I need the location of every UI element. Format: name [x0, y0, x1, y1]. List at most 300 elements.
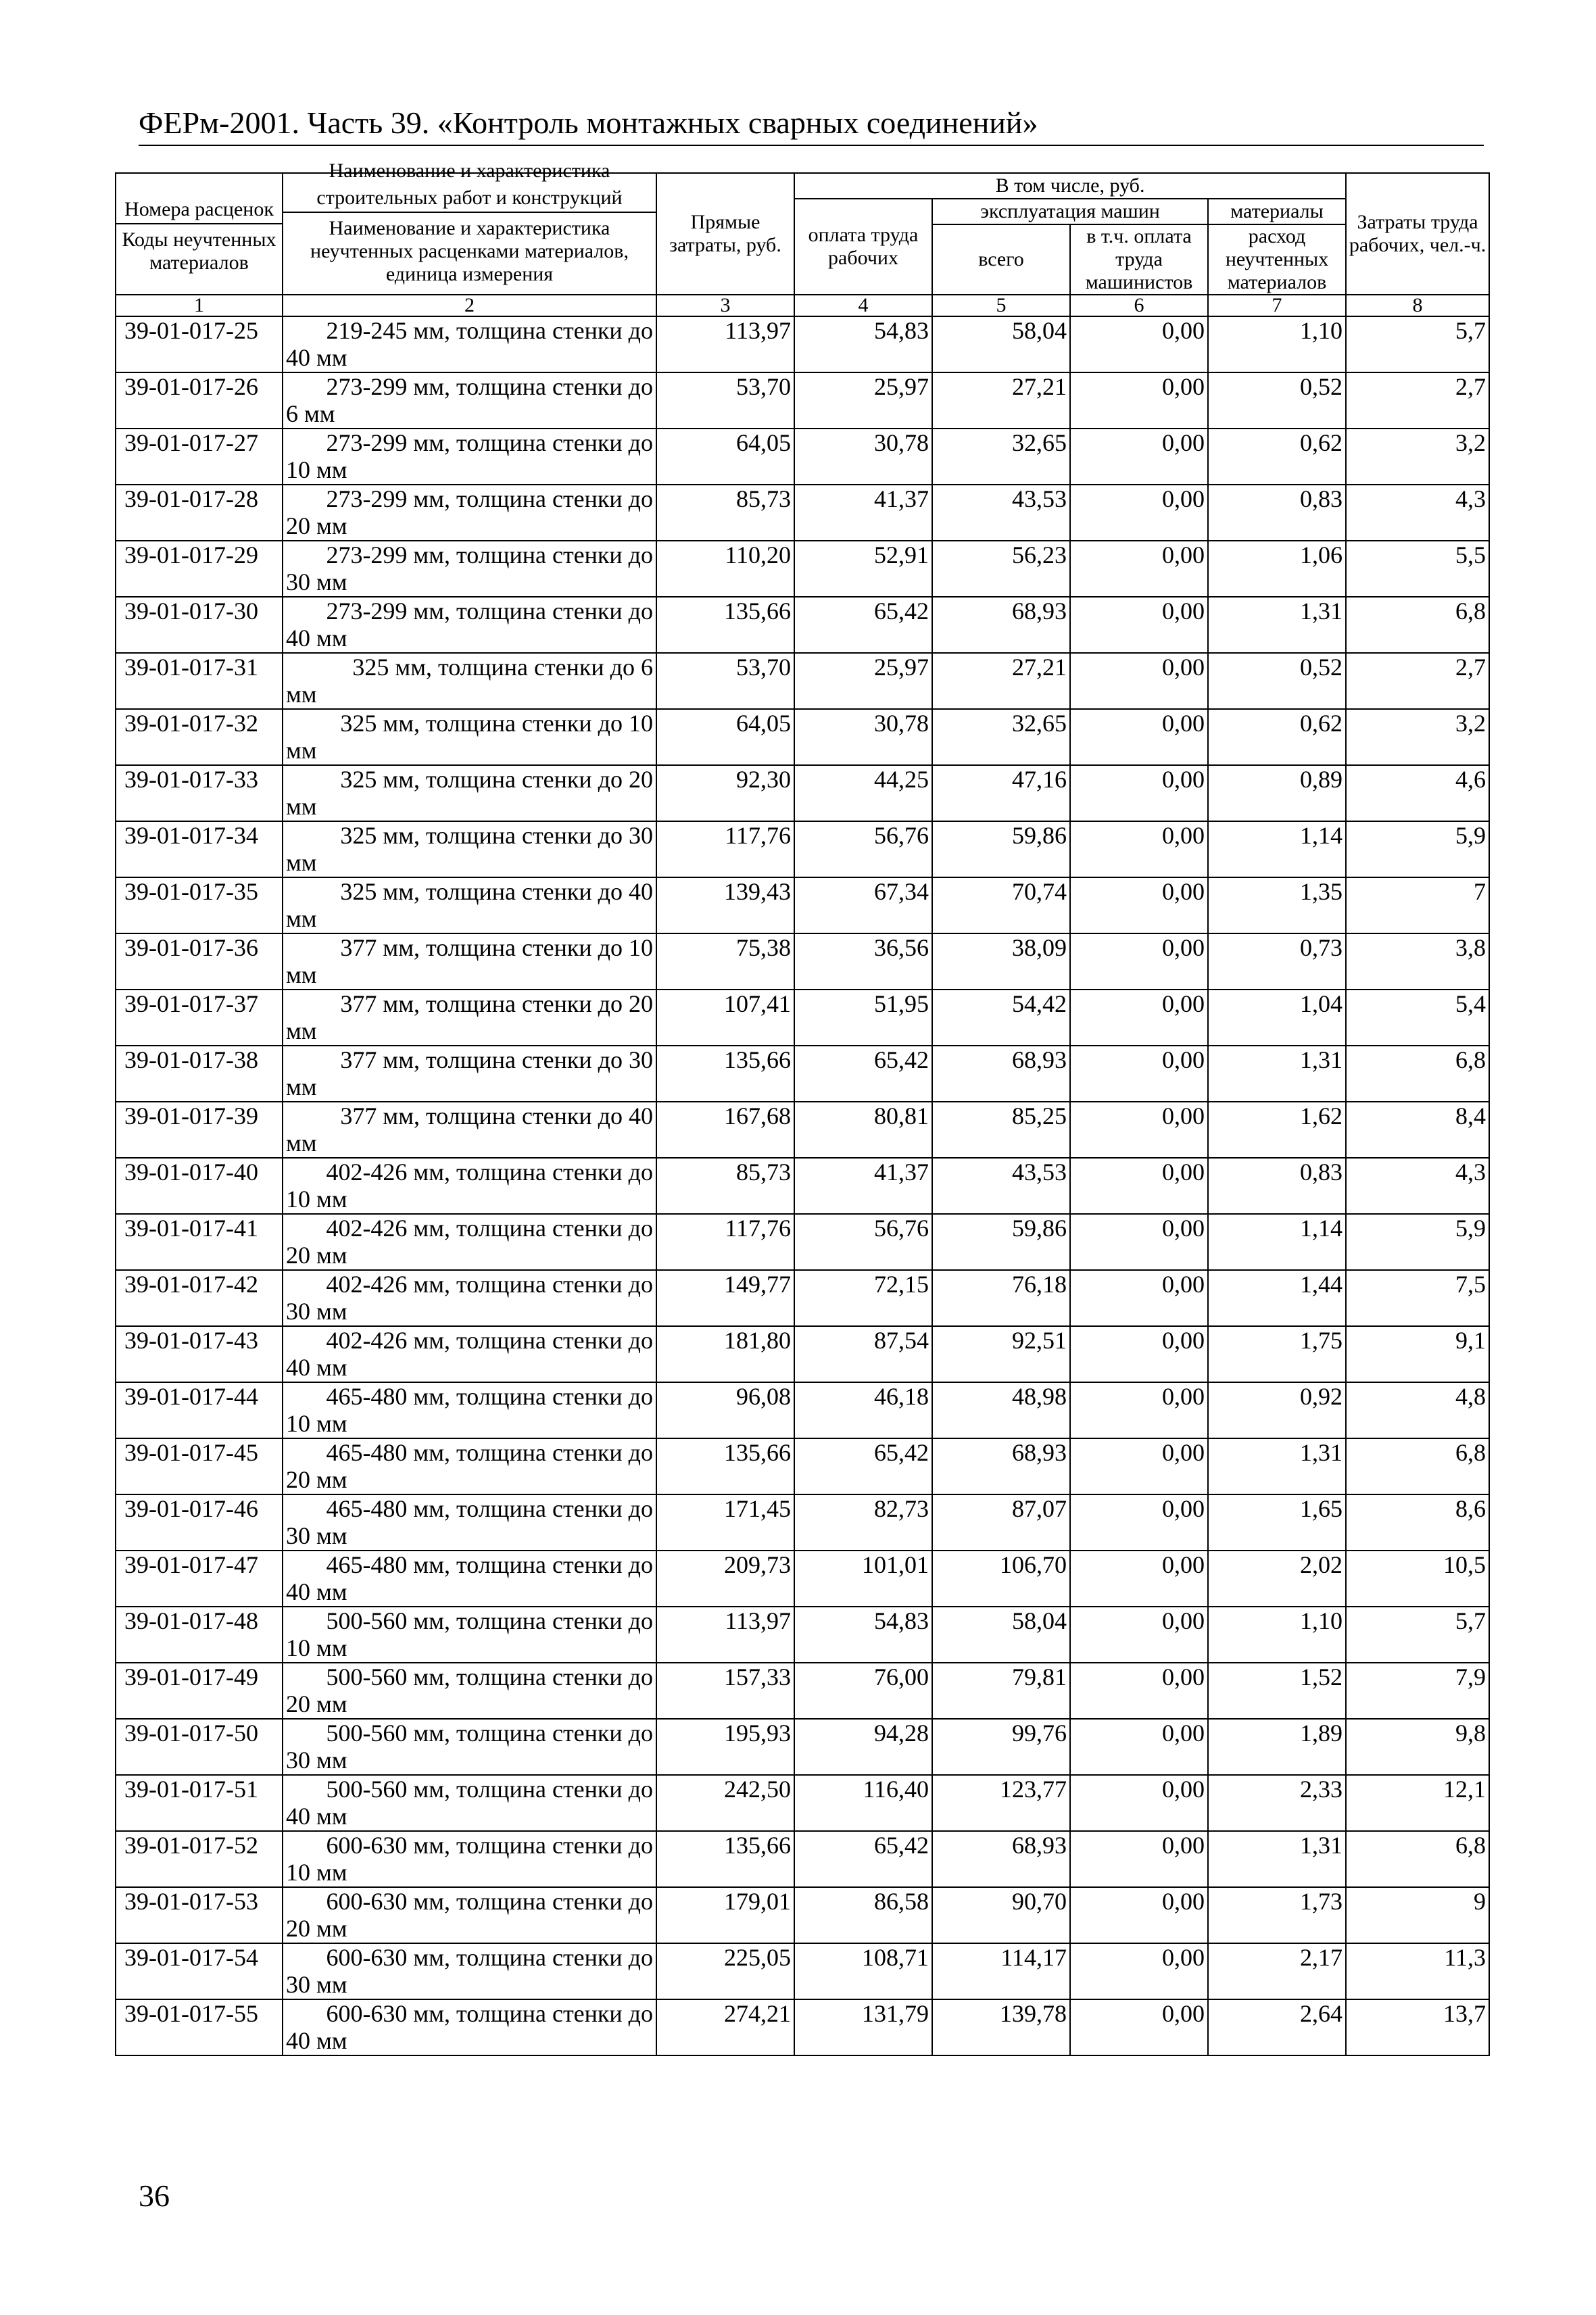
labor-hours-cell: 3,2	[1346, 429, 1489, 485]
work-name-line: 6 мм	[286, 400, 335, 427]
machine-costs-cell: 48,98	[932, 1382, 1070, 1438]
table-row	[116, 990, 1489, 1046]
rate-code-cell: 39-01-017-40	[116, 1158, 283, 1214]
labor-hours-cell: 4,8	[1346, 1382, 1489, 1438]
machinist-wages-cell: 0,00	[1070, 1719, 1208, 1775]
title-underline	[139, 145, 1484, 146]
work-name-cell	[283, 709, 656, 765]
labor-hours-cell: 7,5	[1346, 1270, 1489, 1326]
direct-costs-cell: 117,76	[656, 821, 794, 877]
work-name-line: 10 мм	[286, 456, 347, 483]
table-row	[116, 1999, 1489, 2055]
direct-costs-cell: 53,70	[656, 372, 794, 429]
materials-consumption-cell: 1,14	[1208, 821, 1346, 877]
work-name-line: 10 мм	[286, 1186, 347, 1213]
work-name-cell	[283, 1214, 656, 1270]
table-row	[116, 1887, 1489, 1943]
machine-costs-cell: 58,04	[932, 316, 1070, 372]
labor-hours-cell: 5,9	[1346, 1214, 1489, 1270]
column-number: 7	[1208, 295, 1346, 316]
worker-wages-cell: 131,79	[794, 1999, 932, 2055]
work-name-line: 273-299 мм, толщина стенки до	[326, 598, 653, 625]
machine-costs-cell: 59,86	[932, 1214, 1070, 1270]
work-name-line: 600-630 мм, толщина стенки до	[326, 1888, 653, 1915]
work-name-line: 273-299 мм, толщина стенки до	[326, 541, 653, 568]
table-row	[116, 821, 1489, 877]
work-name-line: 20 мм	[286, 1690, 347, 1717]
machine-costs-cell: 90,70	[932, 1887, 1070, 1943]
materials-consumption-cell: 1,06	[1208, 541, 1346, 597]
machinist-wages-cell: 0,00	[1070, 1943, 1208, 1999]
work-name-line: 219-245 мм, толщина стенки до	[326, 317, 653, 344]
labor-hours-cell: 5,7	[1346, 1607, 1489, 1663]
work-name-line: 600-630 мм, толщина стенки до	[326, 1944, 653, 1971]
worker-wages-cell: 87,54	[794, 1326, 932, 1382]
materials-consumption-cell: 1,62	[1208, 1102, 1346, 1158]
materials-consumption-cell: 0,89	[1208, 765, 1346, 821]
work-name-cell	[283, 1663, 656, 1719]
header-materials: материалы	[1208, 199, 1346, 224]
machinist-wages-cell: 0,00	[1070, 429, 1208, 485]
work-name-line: 402-426 мм, толщина стенки до	[326, 1327, 653, 1354]
rate-code-cell: 39-01-017-35	[116, 877, 283, 933]
header-name-materials: Наименование и характеристика неучтенных расценками материалов, единица измерения	[310, 217, 629, 285]
direct-costs-cell: 167,68	[656, 1102, 794, 1158]
work-name-line: 402-426 мм, толщина стенки до	[326, 1271, 653, 1298]
column-number: 8	[1346, 295, 1489, 316]
machinist-wages-cell: 0,00	[1070, 1158, 1208, 1214]
machine-costs-cell: 76,18	[932, 1270, 1070, 1326]
worker-wages-cell: 80,81	[794, 1102, 932, 1158]
materials-consumption-cell: 1,31	[1208, 1046, 1346, 1102]
worker-wages-cell: 56,76	[794, 821, 932, 877]
work-name-cell	[283, 877, 656, 933]
work-name-cell	[283, 1494, 656, 1551]
labor-hours-cell: 7,9	[1346, 1663, 1489, 1719]
worker-wages-cell: 46,18	[794, 1382, 932, 1438]
table-row	[116, 1158, 1489, 1214]
labor-hours-cell: 5,7	[1346, 316, 1489, 372]
machine-costs-cell: 59,86	[932, 821, 1070, 877]
direct-costs-cell: 117,76	[656, 1214, 794, 1270]
labor-hours-cell: 8,6	[1346, 1494, 1489, 1551]
work-name-line: 20 мм	[286, 512, 347, 539]
materials-consumption-cell: 0,62	[1208, 709, 1346, 765]
work-name-line: 273-299 мм, толщина стенки до	[326, 373, 653, 400]
worker-wages-cell: 82,73	[794, 1494, 932, 1551]
work-name-line: 325 мм, толщина стенки до 30	[340, 822, 653, 849]
work-name-line: 325 мм, толщина стенки до 6	[352, 654, 653, 681]
worker-wages-cell: 44,25	[794, 765, 932, 821]
labor-hours-cell: 7	[1346, 877, 1489, 933]
direct-costs-cell: 179,01	[656, 1887, 794, 1943]
rate-code-cell: 39-01-017-41	[116, 1214, 283, 1270]
labor-hours-cell: 3,8	[1346, 933, 1489, 990]
direct-costs-cell: 113,97	[656, 316, 794, 372]
table-row	[116, 1046, 1489, 1102]
work-name-line: 377 мм, толщина стенки до 30	[340, 1046, 653, 1073]
work-name-line: 30 мм	[286, 1298, 347, 1325]
rate-code-cell: 39-01-017-31	[116, 653, 283, 709]
work-name-line: 40 мм	[286, 1354, 347, 1381]
materials-consumption-cell: 0,83	[1208, 485, 1346, 541]
machinist-wages-cell: 0,00	[1070, 1551, 1208, 1607]
work-name-cell	[283, 597, 656, 653]
work-name-cell	[283, 485, 656, 541]
header-rate-number: Номера расценок	[116, 193, 282, 224]
table-row	[116, 1270, 1489, 1326]
header-machinist-wages: в т.ч. оплата труда машинистов	[1070, 224, 1208, 295]
work-name-line: 500-560 мм, толщина стенки до	[326, 1776, 653, 1803]
worker-wages-cell: 51,95	[794, 990, 932, 1046]
machinist-wages-cell: 0,00	[1070, 1775, 1208, 1831]
worker-wages-cell: 30,78	[794, 429, 932, 485]
worker-wages-cell: 56,76	[794, 1214, 932, 1270]
materials-consumption-cell: 1,75	[1208, 1326, 1346, 1382]
work-name-cell	[283, 1438, 656, 1494]
table-row	[116, 1719, 1489, 1775]
materials-consumption-cell: 1,10	[1208, 316, 1346, 372]
work-name-line: 465-480 мм, толщина стенки до	[326, 1495, 653, 1522]
machinist-wages-cell: 0,00	[1070, 1382, 1208, 1438]
worker-wages-cell: 72,15	[794, 1270, 932, 1326]
work-name-line: 402-426 мм, толщина стенки до	[326, 1215, 653, 1242]
column-number-row	[116, 295, 1489, 316]
materials-consumption-cell: 1,14	[1208, 1214, 1346, 1270]
work-name-line: 40 мм	[286, 1578, 347, 1605]
worker-wages-cell: 65,42	[794, 1831, 932, 1887]
materials-consumption-cell: 1,31	[1208, 1438, 1346, 1494]
direct-costs-cell: 171,45	[656, 1494, 794, 1551]
work-name-line: 273-299 мм, толщина стенки до	[326, 485, 653, 512]
machine-costs-cell: 58,04	[932, 1607, 1070, 1663]
machinist-wages-cell: 0,00	[1070, 316, 1208, 372]
rate-code-cell: 39-01-017-48	[116, 1607, 283, 1663]
worker-wages-cell: 94,28	[794, 1719, 932, 1775]
direct-costs-cell: 225,05	[656, 1943, 794, 1999]
machine-costs-cell: 32,65	[932, 429, 1070, 485]
worker-wages-cell: 54,83	[794, 1607, 932, 1663]
machinist-wages-cell: 0,00	[1070, 1494, 1208, 1551]
column-number: 1	[116, 295, 283, 316]
column-number: 3	[656, 295, 794, 316]
direct-costs-cell: 242,50	[656, 1775, 794, 1831]
worker-wages-cell: 25,97	[794, 653, 932, 709]
rate-code-cell: 39-01-017-26	[116, 372, 283, 429]
machinist-wages-cell: 0,00	[1070, 1046, 1208, 1102]
materials-consumption-cell: 0,62	[1208, 429, 1346, 485]
work-name-cell	[283, 1831, 656, 1887]
materials-consumption-cell: 0,73	[1208, 933, 1346, 990]
rate-code-cell: 39-01-017-46	[116, 1494, 283, 1551]
worker-wages-cell: 108,71	[794, 1943, 932, 1999]
work-name-line: 377 мм, толщина стенки до 40	[340, 1102, 653, 1129]
machine-costs-cell: 70,74	[932, 877, 1070, 933]
direct-costs-cell: 110,20	[656, 541, 794, 597]
machinist-wages-cell: 0,00	[1070, 597, 1208, 653]
rate-code-cell: 39-01-017-34	[116, 821, 283, 877]
header-name-works: Наименование и характеристика строительных работ и конструкций	[283, 182, 656, 213]
labor-hours-cell: 2,7	[1346, 653, 1489, 709]
work-name-line: мм	[286, 1129, 317, 1156]
work-name-line: 10 мм	[286, 1410, 347, 1437]
machinist-wages-cell: 0,00	[1070, 1214, 1208, 1270]
materials-consumption-cell: 2,33	[1208, 1775, 1346, 1831]
labor-hours-cell: 13,7	[1346, 1999, 1489, 2055]
column-number: 5	[932, 295, 1070, 316]
direct-costs-cell: 135,66	[656, 1831, 794, 1887]
materials-consumption-cell: 1,31	[1208, 597, 1346, 653]
work-name-line: 377 мм, толщина стенки до 20	[340, 990, 653, 1017]
labor-hours-cell: 9	[1346, 1887, 1489, 1943]
worker-wages-cell: 54,83	[794, 316, 932, 372]
rate-code-cell: 39-01-017-54	[116, 1943, 283, 1999]
rate-code-cell: 39-01-017-53	[116, 1887, 283, 1943]
work-name-cell	[283, 1607, 656, 1663]
work-name-line: мм	[286, 905, 317, 932]
header-machines-total: всего	[932, 224, 1070, 295]
materials-consumption-cell: 1,73	[1208, 1887, 1346, 1943]
materials-consumption-cell: 1,31	[1208, 1831, 1346, 1887]
table-row	[116, 1831, 1489, 1887]
worker-wages-cell: 101,01	[794, 1551, 932, 1607]
direct-costs-cell: 135,66	[656, 1438, 794, 1494]
machinist-wages-cell: 0,00	[1070, 821, 1208, 877]
machine-costs-cell: 68,93	[932, 1438, 1070, 1494]
header-rate-number-cell	[116, 173, 283, 295]
machine-costs-cell: 27,21	[932, 372, 1070, 429]
machinist-wages-cell: 0,00	[1070, 1102, 1208, 1158]
machinist-wages-cell: 0,00	[1070, 877, 1208, 933]
header-labor-costs: Затраты труда рабочих, чел.-ч.	[1346, 173, 1489, 295]
machinist-wages-cell: 0,00	[1070, 1607, 1208, 1663]
table-row	[116, 316, 1489, 372]
worker-wages-cell: 65,42	[794, 597, 932, 653]
work-name-line: 40 мм	[286, 1803, 347, 1830]
worker-wages-cell: 67,34	[794, 877, 932, 933]
direct-costs-cell: 92,30	[656, 765, 794, 821]
rate-code-cell: 39-01-017-45	[116, 1438, 283, 1494]
machinist-wages-cell: 0,00	[1070, 1326, 1208, 1382]
work-name-line: мм	[286, 1017, 317, 1044]
work-name-cell	[283, 765, 656, 821]
worker-wages-cell: 86,58	[794, 1887, 932, 1943]
machine-costs-cell: 92,51	[932, 1326, 1070, 1382]
labor-hours-cell: 6,8	[1346, 1438, 1489, 1494]
work-name-line: 40 мм	[286, 625, 347, 652]
work-name-line: 273-299 мм, толщина стенки до	[326, 429, 653, 456]
table-row	[116, 597, 1489, 653]
labor-hours-cell: 5,5	[1346, 541, 1489, 597]
work-name-cell	[283, 316, 656, 372]
machinist-wages-cell: 0,00	[1070, 1831, 1208, 1887]
header-machine-operation: эксплуатация машин	[932, 199, 1208, 224]
work-name-line: 600-630 мм, толщина стенки до	[326, 1832, 653, 1859]
header-wages: оплата труда рабочих	[794, 199, 932, 295]
column-number: 6	[1070, 295, 1208, 316]
machinist-wages-cell: 0,00	[1070, 1999, 1208, 2055]
machine-costs-cell: 85,25	[932, 1102, 1070, 1158]
table-row	[116, 765, 1489, 821]
worker-wages-cell: 41,37	[794, 1158, 932, 1214]
machine-costs-cell: 68,93	[932, 1046, 1070, 1102]
direct-costs-cell: 135,66	[656, 597, 794, 653]
machine-costs-cell: 87,07	[932, 1494, 1070, 1551]
direct-costs-cell: 75,38	[656, 933, 794, 990]
table-row	[116, 653, 1489, 709]
work-name-cell	[283, 1046, 656, 1102]
rate-code-cell: 39-01-017-28	[116, 485, 283, 541]
table-row	[116, 877, 1489, 933]
work-name-line: 377 мм, толщина стенки до 10	[340, 934, 653, 961]
rate-code-cell: 39-01-017-39	[116, 1102, 283, 1158]
labor-hours-cell: 6,8	[1346, 597, 1489, 653]
header-material-codes: Коды неучтенных материалов	[122, 228, 276, 274]
work-name-line: 10 мм	[286, 1634, 347, 1661]
materials-consumption-cell: 1,44	[1208, 1270, 1346, 1326]
materials-consumption-cell: 2,64	[1208, 1999, 1346, 2055]
work-name-cell	[283, 1270, 656, 1326]
machinist-wages-cell: 0,00	[1070, 1887, 1208, 1943]
worker-wages-cell: 30,78	[794, 709, 932, 765]
labor-hours-cell: 4,3	[1346, 1158, 1489, 1214]
table-row	[116, 1438, 1489, 1494]
rate-code-cell: 39-01-017-52	[116, 1831, 283, 1887]
work-name-cell	[283, 1887, 656, 1943]
labor-hours-cell: 9,1	[1346, 1326, 1489, 1382]
labor-hours-cell: 4,3	[1346, 485, 1489, 541]
direct-costs-cell: 139,43	[656, 877, 794, 933]
direct-costs-cell: 64,05	[656, 709, 794, 765]
machinist-wages-cell: 0,00	[1070, 933, 1208, 990]
work-name-line: 30 мм	[286, 568, 347, 595]
work-name-cell	[283, 1102, 656, 1158]
rate-code-cell: 39-01-017-32	[116, 709, 283, 765]
table-row	[116, 1326, 1489, 1382]
labor-hours-cell: 9,8	[1346, 1719, 1489, 1775]
rate-code-cell: 39-01-017-27	[116, 429, 283, 485]
machinist-wages-cell: 0,00	[1070, 1663, 1208, 1719]
work-name-line: 500-560 мм, толщина стенки до	[326, 1607, 653, 1634]
materials-consumption-cell: 1,10	[1208, 1607, 1346, 1663]
machinist-wages-cell: 0,00	[1070, 653, 1208, 709]
rates-table	[115, 160, 1490, 2056]
machinist-wages-cell: 0,00	[1070, 485, 1208, 541]
machinist-wages-cell: 0,00	[1070, 541, 1208, 597]
labor-hours-cell: 6,8	[1346, 1046, 1489, 1102]
work-name-line: мм	[286, 737, 317, 764]
table-row	[116, 429, 1489, 485]
work-name-line: 402-426 мм, толщина стенки до	[326, 1159, 653, 1186]
worker-wages-cell: 116,40	[794, 1775, 932, 1831]
rate-code-cell: 39-01-017-36	[116, 933, 283, 990]
work-name-cell	[283, 1326, 656, 1382]
rate-code-cell: 39-01-017-33	[116, 765, 283, 821]
direct-costs-cell: 209,73	[656, 1551, 794, 1607]
materials-consumption-cell: 2,02	[1208, 1551, 1346, 1607]
work-name-cell	[283, 1943, 656, 1999]
work-name-line: 600-630 мм, толщина стенки до	[326, 2000, 653, 2027]
direct-costs-cell: 195,93	[656, 1719, 794, 1775]
work-name-line: 325 мм, толщина стенки до 20	[340, 766, 653, 793]
table-row	[116, 1494, 1489, 1551]
machine-costs-cell: 54,42	[932, 990, 1070, 1046]
work-name-line: мм	[286, 1073, 317, 1100]
header-name-cell	[283, 160, 656, 295]
table-header	[116, 160, 1489, 316]
rate-code-cell: 39-01-017-50	[116, 1719, 283, 1775]
work-name-cell	[283, 1551, 656, 1607]
work-name-line: 465-480 мм, толщина стенки до	[326, 1439, 653, 1466]
work-name-cell	[283, 653, 656, 709]
work-name-line: 40 мм	[286, 2027, 347, 2054]
table-row	[116, 1214, 1489, 1270]
table-row	[116, 1943, 1489, 1999]
work-name-line: 465-480 мм, толщина стенки до	[326, 1383, 653, 1410]
labor-hours-cell: 2,7	[1346, 372, 1489, 429]
work-name-line: 40 мм	[286, 344, 347, 371]
machinist-wages-cell: 0,00	[1070, 372, 1208, 429]
direct-costs-cell: 107,41	[656, 990, 794, 1046]
column-number: 4	[794, 295, 932, 316]
work-name-line: 20 мм	[286, 1242, 347, 1269]
work-name-cell	[283, 429, 656, 485]
worker-wages-cell: 76,00	[794, 1663, 932, 1719]
work-name-cell	[283, 1775, 656, 1831]
machinist-wages-cell: 0,00	[1070, 709, 1208, 765]
rate-code-cell: 39-01-017-43	[116, 1326, 283, 1382]
work-name-line: мм	[286, 961, 317, 988]
labor-hours-cell: 4,6	[1346, 765, 1489, 821]
materials-consumption-cell: 1,35	[1208, 877, 1346, 933]
machine-costs-cell: 43,53	[932, 1158, 1070, 1214]
labor-hours-cell: 5,9	[1346, 821, 1489, 877]
worker-wages-cell: 65,42	[794, 1046, 932, 1102]
work-name-line: 500-560 мм, толщина стенки до	[326, 1663, 653, 1690]
machinist-wages-cell: 0,00	[1070, 1270, 1208, 1326]
work-name-cell	[283, 990, 656, 1046]
labor-hours-cell: 10,5	[1346, 1551, 1489, 1607]
direct-costs-cell: 96,08	[656, 1382, 794, 1438]
materials-consumption-cell: 0,52	[1208, 372, 1346, 429]
work-name-cell	[283, 1719, 656, 1775]
worker-wages-cell: 52,91	[794, 541, 932, 597]
materials-consumption-cell: 1,52	[1208, 1663, 1346, 1719]
rate-code-cell: 39-01-017-51	[116, 1775, 283, 1831]
worker-wages-cell: 65,42	[794, 1438, 932, 1494]
work-name-line: 20 мм	[286, 1466, 347, 1493]
rate-code-cell: 39-01-017-49	[116, 1663, 283, 1719]
column-number: 2	[283, 295, 656, 316]
worker-wages-cell: 41,37	[794, 485, 932, 541]
work-name-line: 30 мм	[286, 1971, 347, 1998]
work-name-cell	[283, 372, 656, 429]
table-row	[116, 1663, 1489, 1719]
work-name-cell	[283, 1382, 656, 1438]
work-name-line: мм	[286, 849, 317, 876]
table-row	[116, 1551, 1489, 1607]
materials-consumption-cell: 1,04	[1208, 990, 1346, 1046]
work-name-cell	[283, 933, 656, 990]
machine-costs-cell: 27,21	[932, 653, 1070, 709]
materials-consumption-cell: 0,83	[1208, 1158, 1346, 1214]
work-name-cell	[283, 1999, 656, 2055]
work-name-line: 325 мм, толщина стенки до 10	[340, 710, 653, 737]
table-row	[116, 372, 1489, 429]
direct-costs-cell: 113,97	[656, 1607, 794, 1663]
materials-consumption-cell: 1,65	[1208, 1494, 1346, 1551]
rate-code-cell: 39-01-017-30	[116, 597, 283, 653]
